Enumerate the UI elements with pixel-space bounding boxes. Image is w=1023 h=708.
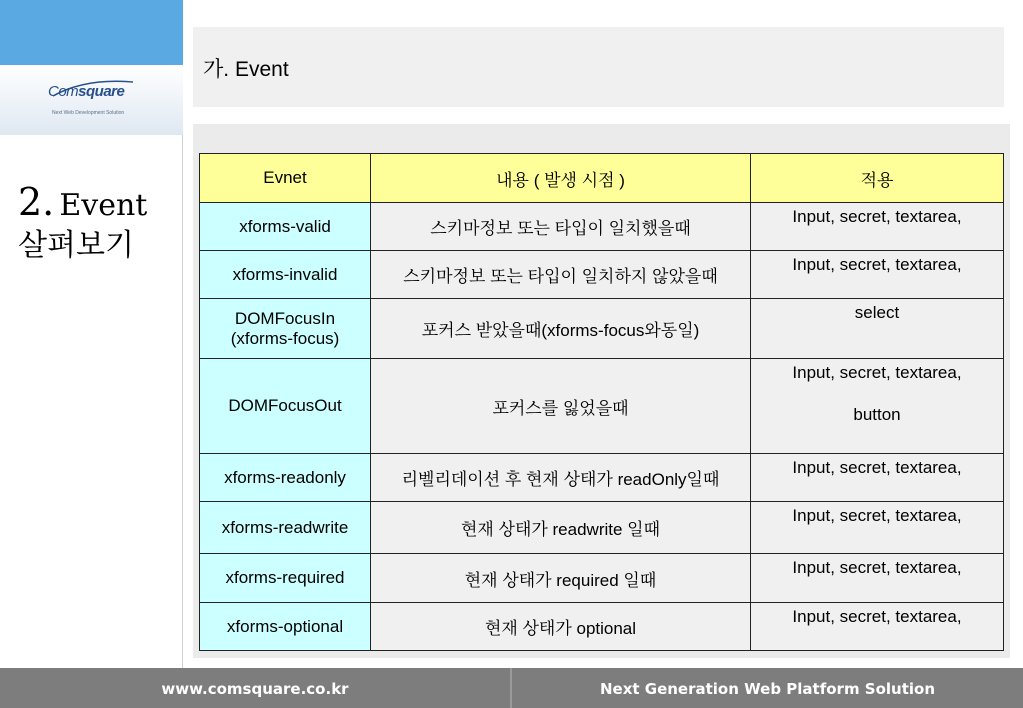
event-name: xforms-optional <box>226 616 344 636</box>
page-title: 가. Event <box>203 58 289 81</box>
apply-text: Input, secret, textarea, <box>792 458 962 477</box>
table-header-row <box>200 154 1004 203</box>
event-cell <box>200 502 371 554</box>
section-title-ko: 살펴보기 <box>18 228 134 263</box>
apply-text: Input, secret, textarea, <box>792 363 962 382</box>
event-cell <box>200 299 371 359</box>
event-cell <box>200 203 371 251</box>
logo-tagline: Next Web Development Solution <box>52 110 125 116</box>
footer-slogan: Next Generation Web Platform Solution <box>599 680 936 698</box>
content-cell: 현재 상태가 readwrite 일때 <box>371 502 751 554</box>
content-cell: 스키마정보 또는 타입이 일치했을때 <box>371 203 751 251</box>
event-name: xforms-readonly <box>224 467 346 487</box>
footer-url: www.comsquare.co.kr <box>161 680 349 698</box>
event-cell <box>200 603 371 651</box>
table-row <box>200 454 1004 502</box>
apply-cell <box>751 251 1004 299</box>
apply-text: Input, secret, textarea, <box>792 607 962 626</box>
event-name: xforms-valid <box>239 216 331 236</box>
table-row <box>200 603 1004 651</box>
apply-text: Input, secret, textarea, <box>792 255 962 274</box>
event-name: DOMFocusIn <box>234 308 336 328</box>
event-cell <box>200 454 371 502</box>
content-cell: 포커스 받았을때(xforms-focus와동일) <box>371 299 751 359</box>
event-cell <box>200 251 371 299</box>
apply-cell <box>751 554 1004 603</box>
apply-cell <box>751 359 1004 454</box>
sidebar-divider <box>182 135 183 668</box>
event-cell <box>200 359 371 454</box>
apply-text: select <box>854 303 900 322</box>
apply-text: Input, secret, textarea, <box>792 558 962 577</box>
event-name: DOMFocusOut <box>228 396 342 415</box>
apply-cell <box>751 603 1004 651</box>
logo <box>48 83 124 100</box>
apply-cell <box>751 203 1004 251</box>
table-row <box>200 502 1004 554</box>
content-cell: 스키마정보 또는 타입이 일치하지 않았을때 <box>371 251 751 299</box>
event-name: xforms-invalid <box>232 264 338 284</box>
section-title-en: Event <box>59 188 148 223</box>
apply-cell <box>751 299 1004 359</box>
apply-text-extra: button <box>853 405 901 424</box>
column-header-event: Evnet <box>200 154 371 203</box>
section-title <box>18 180 178 264</box>
content-cell: 현재 상태가 required 일때 <box>371 554 751 603</box>
logo-brand-a: Com <box>48 83 79 100</box>
apply-text: Input, secret, textarea, <box>792 207 962 226</box>
table-row <box>200 251 1004 299</box>
event-name: xforms-required <box>225 568 345 587</box>
content-cell: 현재 상태가 optional <box>371 603 751 651</box>
event-alias: (xforms-focus) <box>230 328 340 348</box>
column-header-apply: 적용 <box>751 154 1004 203</box>
logo-brand-b: square <box>78 83 125 100</box>
header-band <box>193 27 1004 107</box>
content-cell: 포커스를 잃었을때 <box>371 359 751 454</box>
column-header-content: 내용 ( 발생 시점 ) <box>371 154 751 203</box>
content-cell: 리벨리데이션 후 현재 상태가 readOnly일때 <box>371 454 751 502</box>
event-cell <box>200 554 371 603</box>
apply-text: Input, secret, textarea, <box>792 506 962 525</box>
section-number: 2. <box>18 180 55 224</box>
table-row <box>200 359 1004 454</box>
apply-cell <box>751 454 1004 502</box>
apply-cell <box>751 502 1004 554</box>
event-name: xforms-readwrite <box>221 517 349 537</box>
table-row <box>200 203 1004 251</box>
table-row <box>200 299 1004 359</box>
event-table <box>199 153 1004 651</box>
table-row <box>200 554 1004 603</box>
